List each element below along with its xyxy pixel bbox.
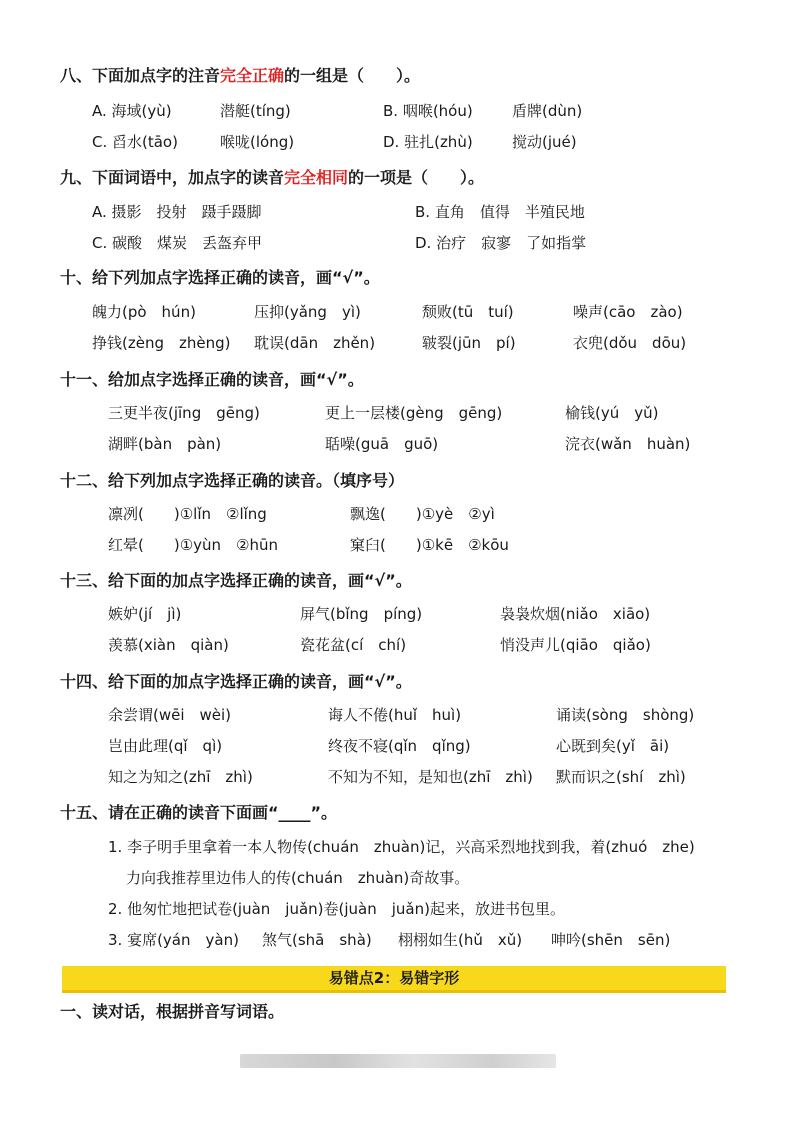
q14-row-1 — [0, 704, 793, 726]
q11-item-4: 湖畔(bàn pàn) — [108, 435, 222, 453]
q8-option-d1: D. 驻扎(zhù) — [383, 133, 473, 151]
question-10-title: 十、给下列加点字选择正确的读音，画“√”。 — [60, 268, 380, 287]
q14-item-4: 岂由此理(qǐ qì) — [108, 737, 223, 755]
q8-option-a1: A. 海域(yù) — [92, 102, 172, 120]
q11-item-5: 聒噪(guā guō) — [325, 435, 439, 453]
q15-item-4: 呻吟(shēn sēn) — [551, 931, 671, 949]
q12-item-4: 窠臼( )①kē ②kōu — [350, 536, 509, 554]
q8-option-b2: 盾牌(dùn) — [512, 102, 583, 120]
q11-item-3: 榆钱(yú yǔ) — [565, 404, 659, 422]
q12-item-3: 红晕( )①yùn ②hūn — [108, 536, 279, 554]
q9-option-a: A. 摄影 投射 蹑手蹑脚 — [92, 203, 262, 221]
q10-item-4: 噪声(cāo zào) — [573, 303, 683, 321]
q15-sentence-1a: 1. 李子明手里拿着一本人物传(chuán zhuàn)记，兴高采烈地找到我，着(zhuó zhe) — [108, 838, 695, 856]
q12-item-2: 飘逸( )①yè ②yì — [350, 505, 495, 523]
q14-row-3 — [0, 766, 793, 788]
q13-item-3: 袅袅炊烟(niǎo xiāo) — [500, 605, 651, 623]
q8-title-pre: 八、下面加点字的注音 — [60, 66, 221, 85]
q15-line-4 — [0, 929, 793, 951]
q12-row-1 — [0, 503, 793, 525]
q9-option-c: C. 碳酸 煤炭 丢盔弃甲 — [92, 234, 263, 252]
q9-row-1 — [0, 201, 793, 223]
q14-item-9: 默而识之(shí zhì) — [556, 768, 686, 786]
question-11-title: 十一、给加点字选择正确的读音，画“√”。 — [60, 370, 364, 389]
q12-item-1: 凛冽( )①lǐn ②lǐng — [108, 505, 267, 523]
q14-item-6: 心既到矣(yǐ āi) — [556, 737, 670, 755]
q14-item-3: 诵读(sòng shòng) — [556, 706, 695, 724]
q13-item-6: 悄没声儿(qiāo qiǎo) — [500, 636, 651, 654]
q13-item-5: 瓷花盆(cí chí) — [300, 636, 407, 654]
q11-row-1 — [0, 402, 793, 424]
q9-row-2 — [0, 232, 793, 254]
q15-line-1 — [0, 836, 793, 858]
q11-item-6: 浣衣(wǎn huàn) — [565, 435, 691, 453]
q8-title-post: 的一组是（ ）。 — [284, 66, 421, 85]
q10-item-8: 衣兜(dǒu dōu) — [573, 334, 687, 352]
q10-item-2: 压抑(yǎng yì) — [254, 303, 361, 321]
q8-row-1 — [0, 100, 793, 122]
q10-item-6: 耽误(dān zhěn) — [254, 334, 376, 352]
q8-option-b1: B. 咽喉(hóu) — [383, 102, 473, 120]
q12-row-2 — [0, 534, 793, 556]
q8-option-a2: 潜艇(tíng) — [220, 102, 291, 120]
q10-row-1 — [0, 301, 793, 323]
q9-option-d: D. 治疗 寂寥 了如指掌 — [415, 234, 587, 252]
section-banner: 易错点2：易错字形 — [62, 966, 726, 993]
q14-row-2 — [0, 735, 793, 757]
question-13-title: 十三、给下面的加点字选择正确的读音，画“√”。 — [60, 571, 412, 590]
question-14-title: 十四、给下面的加点字选择正确的读音，画“√”。 — [60, 672, 412, 691]
q8-row-2 — [0, 131, 793, 153]
q9-option-b: B. 直角 值得 半殖民地 — [415, 203, 585, 221]
question-9-title — [60, 168, 484, 188]
q8-option-c1: C. 舀水(tāo) — [92, 133, 178, 151]
q14-item-2: 诲人不倦(huǐ huì) — [328, 706, 462, 724]
q10-item-3: 颓败(tū tuí) — [422, 303, 514, 321]
q15-item-1: 3. 宴席(yán yàn) — [108, 931, 239, 949]
q9-title-post: 的一项是（ ）。 — [348, 168, 485, 187]
question-8-title — [60, 66, 420, 86]
q9-title-highlight: 完全相同 — [284, 168, 349, 187]
q8-option-d2: 搅动(jué) — [512, 133, 577, 151]
q13-item-2: 屏气(bǐng píng) — [300, 605, 423, 623]
q15-sentence-1b: 力向我推荐里边伟人的传(chuán zhuàn)奇故事。 — [126, 869, 470, 887]
q14-item-1: 余尝谓(wēi wèi) — [108, 706, 232, 724]
q13-item-4: 羡慕(xiàn qiàn) — [108, 636, 229, 654]
blurred-footer-watermark — [240, 1054, 556, 1068]
q13-row-1 — [0, 603, 793, 625]
q14-item-7: 知之为知之(zhī zhì) — [108, 768, 253, 786]
question-12-title: 十二、给下列加点字选择正确的读音。（填序号） — [60, 471, 405, 490]
q15-line-2 — [0, 867, 793, 889]
q13-row-2 — [0, 634, 793, 656]
q11-row-2 — [0, 433, 793, 455]
q14-item-8: 不知为不知，是知也(zhī zhì) — [328, 768, 533, 786]
q15-line-3 — [0, 898, 793, 920]
q10-item-7: 皲裂(jūn pí) — [422, 334, 516, 352]
question-15-title: 十五、请在正确的读音下面画“____”。 — [60, 803, 338, 822]
q8-option-c2: 喉咙(lóng) — [220, 133, 295, 151]
q13-item-1: 嫉妒(jí jì) — [108, 605, 182, 623]
q15-item-3: 栩栩如生(hǔ xǔ) — [398, 931, 523, 949]
q15-item-2: 煞气(shā shà) — [262, 931, 372, 949]
q9-title-pre: 九、下面词语中，加点字的读音 — [60, 168, 285, 187]
q11-item-1: 三更半夜(jīng gēng) — [108, 404, 260, 422]
q14-item-5: 终夜不寝(qǐn qǐng) — [328, 737, 471, 755]
q10-item-5: 挣钱(zèng zhèng) — [92, 334, 231, 352]
section-1-title: 一、读对话，根据拼音写词语。 — [60, 1002, 285, 1021]
q15-sentence-2: 2. 他匆忙地把试卷(juàn juǎn)卷(juàn juǎn)起来，放进书包里。 — [108, 900, 565, 918]
q10-row-2 — [0, 332, 793, 354]
q10-item-1: 魄力(pò hún) — [92, 303, 196, 321]
q8-title-highlight: 完全正确 — [220, 66, 285, 85]
q11-item-2: 更上一层楼(gèng gēng) — [325, 404, 503, 422]
